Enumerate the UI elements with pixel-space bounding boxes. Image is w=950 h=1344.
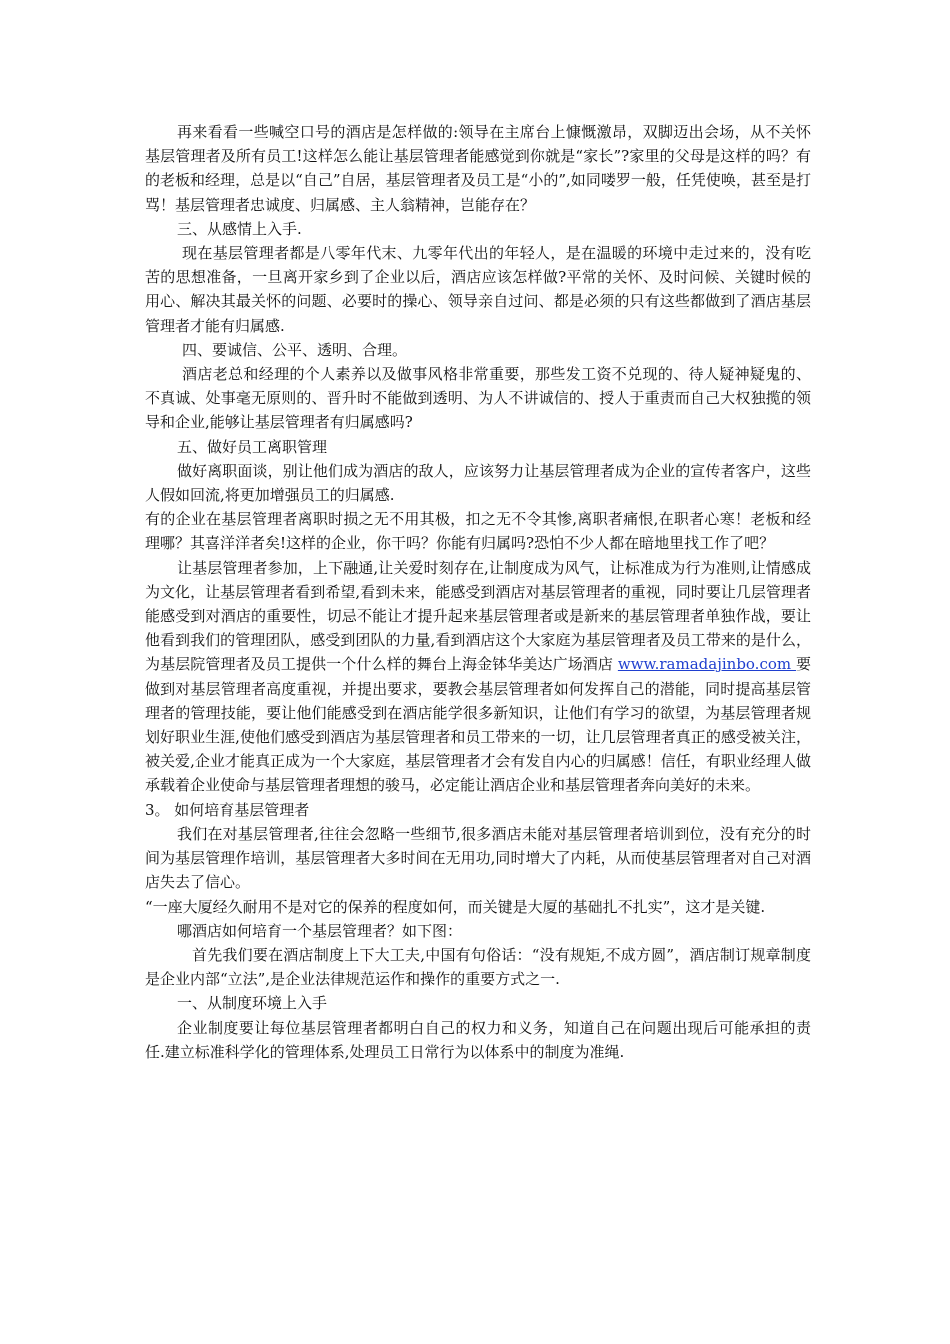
paragraph-text: 让基层管理者参加，上下融通,让关爱时刻存在,让制度成为风气，让标准成为行为准则,让情感成为文化，让基层管理者看到希望,看到未来，能感受到酒店对基层管理者的重视，同时要让几层管理者能感受到对酒店的重要性，切忌不能让才提升起来基层管理者或是新来的基层管理者单独作战，要让他看到我们的管理团队，感受到团队的力量,看到酒店这个大家庭为基层管理者及员工带来的是什么，为基层院管理者及员工提供一个什么样的舞台上海金钵华美达广场酒店 — [145, 558, 811, 674]
hotel-website-link[interactable]: www.ramadajinbo.com — [617, 655, 796, 674]
paragraph: 现在基层管理者都是八零年代末、九零年代出的年轻人，是在温暖的环境中走过来的，没有吃苦的思想准备，一旦离开家乡到了企业以后，酒店应该怎样做?平常的关怀、及时问候、关键时候的用心、解决其最关怀的问题、必要时的操心、领导亲自过问、都是必须的只有这些都做到了酒店基层管理者才能有归属感. — [145, 244, 811, 335]
paragraph: 哪酒店如何培育一个基层管理者？如下图： — [177, 921, 463, 940]
section-heading: 3。 如何培育基层管理者 — [145, 800, 310, 819]
paragraph-text: 要做到对基层管理者高度重视，并提出要求，要教会基层管理者如何发挥自己的潜能，同时提高基层管理者的管理技能，要让他们能感受到在酒店能学很多新知识，让他们有学习的欲望，为基层管理者规划好职业生涯,使他们感受到酒店为基层管理者和员工带来的一切，让几层管理者真正的感受被关注，被关爱,企业才能真正成为一个大家庭，基层管理者才会有发自内心的归属感！信任，有职业经理人做承载着企业使命与基层管理者理想的骏马，必定能让酒店企业和基层管理者奔向美好的未来。 — [145, 655, 811, 795]
document-body — [145, 120, 811, 1064]
section-heading: 四、要诚信、公平、透明、合理。 — [182, 340, 408, 359]
paragraph: 我们在对基层管理者,往往会忽略一些细节,很多酒店未能对基层管理者培训到位，没有充分的时间为基层管理作培训，基层管理者大多时间在无用功,同时增大了内耗，从而使基层管理者对自己对酒店失去了信心。 — [145, 824, 811, 892]
paragraph-with-link — [145, 556, 811, 798]
paragraph: 做好离职面谈，别让他们成为酒店的敌人，应该努力让基层管理者成为企业的宣传者客户，这些人假如回流,将更加增强员工的归属感. — [145, 461, 811, 505]
section-heading: 五、做好员工离职管理 — [177, 437, 328, 456]
paragraph: 有的企业在基层管理者离职时损之无不用其极，扣之无不令其惨,离职者痛恨,在职者心寒！老板和经理哪？其喜洋洋者矣!这样的企业，你干吗？你能有归属吗?恐怕不少人都在暗地里找工作了吧？ — [145, 510, 811, 553]
paragraph: 再来看看一些喊空口号的酒店是怎样做的:领导在主席台上慷慨激昂，双脚迈出会场，从不关怀基层管理者及所有员工!这样怎么能让基层管理者能感觉到你就是“家长”?家里的父母是这样的吗？有的老板和经理，总是以“自己”自居，基层管理者及员工是“小的”,如同喽罗一般，任凭使唤，甚至是打骂！基层管理者忠诚度、归属感、主人翁精神，岂能存在？ — [145, 123, 811, 214]
section-heading: 三、从感情上入手. — [177, 219, 302, 238]
paragraph: 企业制度要让每位基层管理者都明白自己的权力和义务，知道自己在问题出现后可能承担的责任.建立标准科学化的管理体系,处理员工日常行为以体系中的制度为准绳. — [145, 1018, 811, 1061]
paragraph: 酒店老总和经理的个人素养以及做事风格非常重要，那些发工资不兑现的、待人疑神疑鬼的、不真诚、处事毫无原则的、晋升时不能做到透明、为人不讲诚信的、授人于重责而自己大权独揽的领导和企业,能够让基层管理者有归属感吗? — [145, 365, 811, 432]
paragraph: “一座大厦经久耐用不是对它的保养的程度如何，而关键是大厦的基础扎不扎实”，这才是关键. — [145, 897, 766, 916]
paragraph: 首先我们要在酒店制度上下大工夫,中国有句俗话：“没有规矩,不成方圆”，酒店制订规章制度是企业内部“立法”,是企业法律规范运作和操作的重要方式之一. — [145, 945, 811, 989]
section-heading: 一、从制度环境上入手 — [177, 994, 328, 1013]
